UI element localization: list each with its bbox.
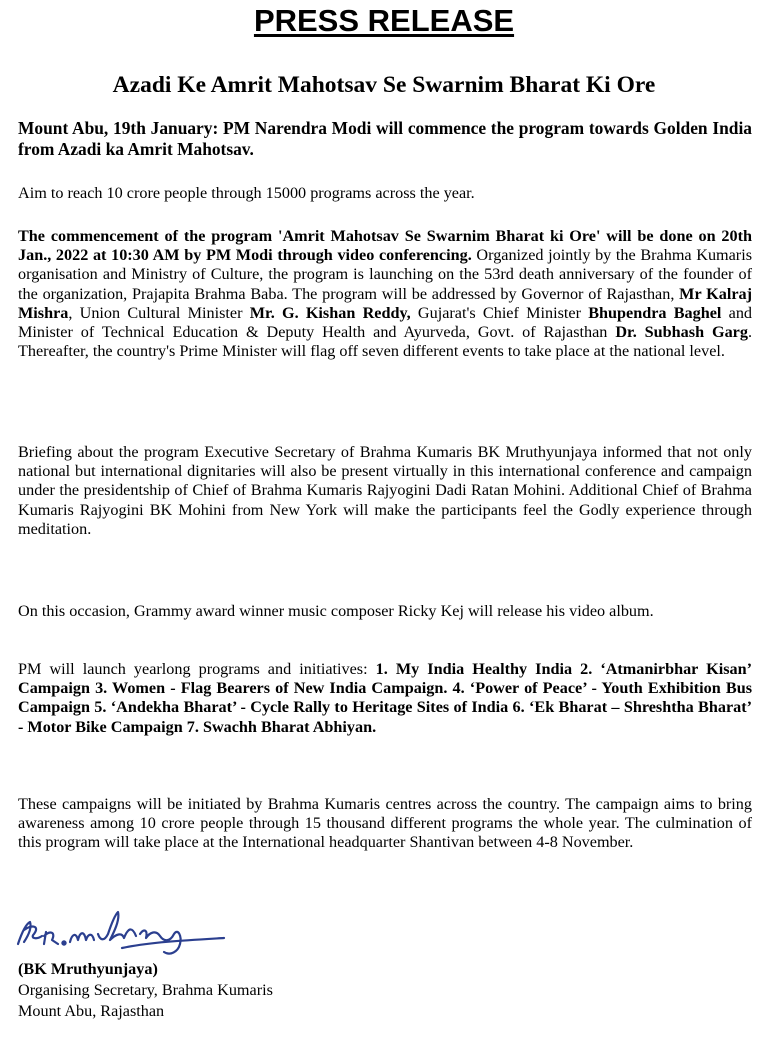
commencement-intro: The commencement of the program 'Amrit Mahotsav Se Swarnim Bharat ki Ore' will be done on 20th Jan., 2022 at 10:30 AM by PM Modi through video conferencing. [18, 227, 752, 265]
signatory-location: Mount Abu, Rajasthan [18, 1002, 165, 1020]
signatory-name: (BK Mruthyunjaya) [18, 960, 158, 978]
lead-paragraph: Mount Abu, 19th January: PM Narendra Modi will commence the program towards Golden India from Azadi ka Amrit Mahotsav. [18, 118, 752, 159]
para1-text-c: Gujarat's Chief Minister [410, 303, 589, 322]
para1-text-a: Organized jointly by the Brahma Kumaris organisation and Ministry of Culture, the program is launching on the 53rd death anniversary of the founder of the organization, Prajapita Brahma Baba. The program will be addressed by Governor of Rajasthan, [18, 246, 752, 303]
signature-block [18, 959, 273, 1022]
headline: Azadi Ke Amrit Mahotsav Se Swarnim Bharat Ki Ore [112, 72, 656, 98]
chief-minister-name: Bhupendra Baghel [588, 303, 722, 322]
press-release-title: PRESS RELEASE [253, 3, 515, 38]
commencement-paragraph [18, 227, 752, 361]
garg-name: Dr. Subhash Garg [615, 323, 748, 342]
initiatives-paragraph [18, 660, 752, 737]
governor-name: Mr Kalraj Mishra [18, 284, 752, 322]
minister-name: Mr. G. Kishan Reddy, [249, 303, 411, 322]
signatory-title: Organising Secretary, Brahma Kumaris [18, 981, 273, 999]
aim-paragraph: Aim to reach 10 crore people through 15000 programs across the year. [18, 184, 475, 202]
initiatives-intro: PM will launch yearlong programs and initiatives: [18, 660, 376, 678]
para1-text-b: , Union Cultural Minister [68, 303, 250, 322]
para1-text-e: . Thereafter, the country's Prime Minister will flag off seven different events to take place at the national level. [18, 323, 752, 361]
signature-image [10, 906, 250, 962]
album-paragraph: On this occasion, Grammy award winner music composer Ricky Kej will release his video album. [18, 602, 654, 620]
campaigns-paragraph: These campaigns will be initiated by Brahma Kumaris centres across the country. The campaign aims to bring awareness among 10 crore people through 15 thousand different programs the whole year. The culmination of this program will take place at the International headquarter Shantivan between 4-8 November. [18, 795, 752, 852]
initiatives-list: 1. My India Healthy India 2. ‘Atmanirbhar Kisan’ Campaign 3. Women - Flag Bearers of New India Campaign. 4. ‘Power of Peace’ - Youth Exhibition Bus Campaign 5. ‘Andekha Bharat’ - Cycle Rally to Heritage Sites of India 6. ‘Ek Bharat – Shreshtha Bharat’ - Motor Bike Campaign 7. Swachh Bharat Abhiyan. [18, 660, 752, 736]
para1-text-d: and Minister of Technical Education & Deputy Health and Ayurveda, Govt. of Rajasthan [18, 303, 753, 342]
briefing-paragraph: Briefing about the program Executive Secretary of Brahma Kumaris BK Mruthyunjaya informed that not only national but international dignitaries will also be present virtually in this international conference and campaign under the presidentship of Chief of Brahma Kumaris Rajyogini Dadi Ratan Mohini. Additional Chief of Brahma Kumaris Rajyogini BK Mohini from New York will make the participants feel the Godly experience through meditation. [18, 443, 752, 538]
